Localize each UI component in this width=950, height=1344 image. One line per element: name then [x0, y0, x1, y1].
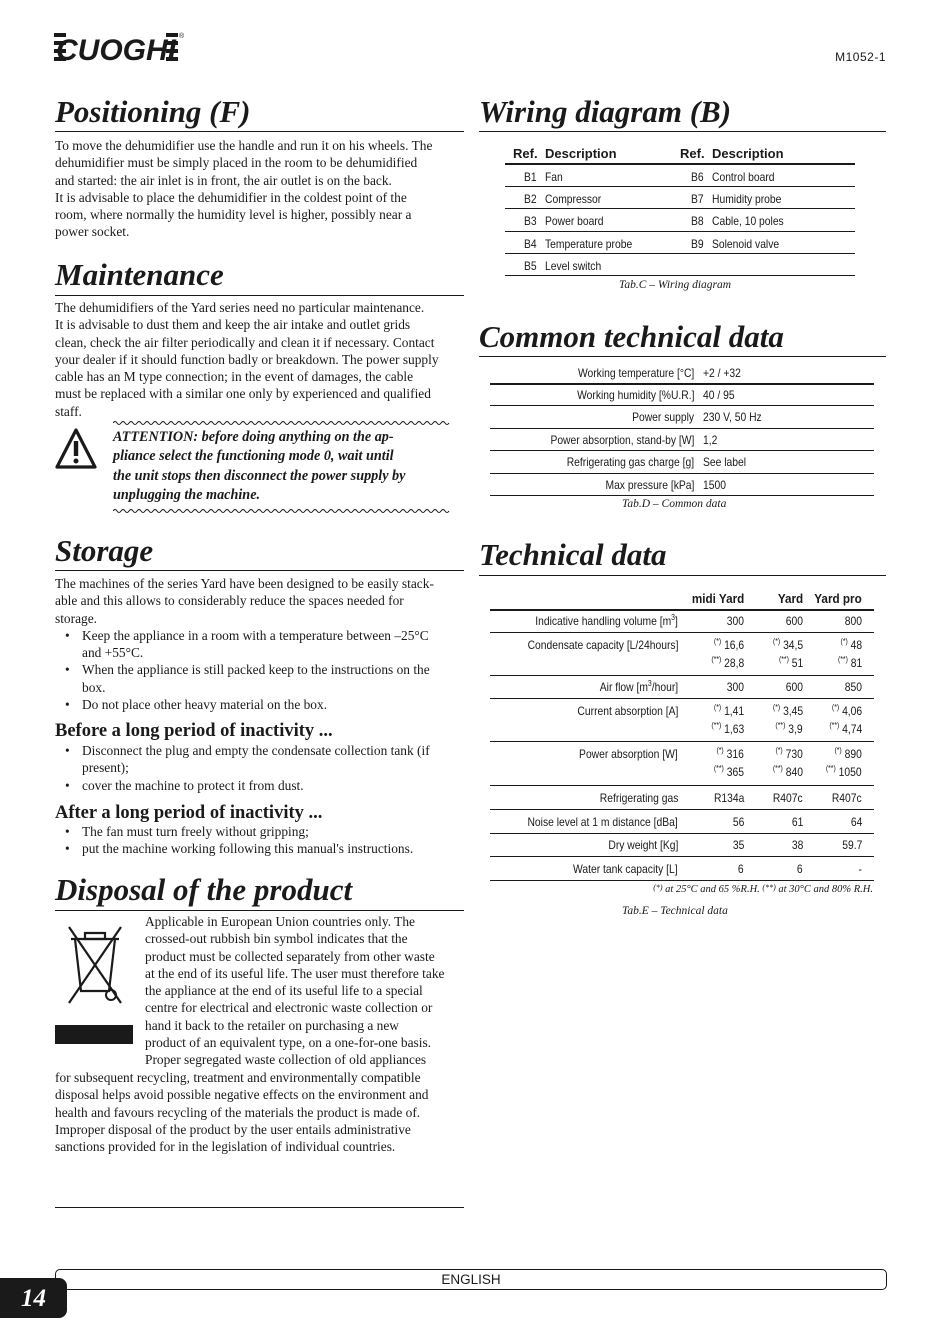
language-bar: ENGLISH [55, 1269, 887, 1290]
technical-data-title: Technical data [479, 537, 667, 572]
wiring-title: Wiring diagram (B) [479, 94, 732, 129]
wiring-ref: B1 [524, 170, 537, 184]
technical-data-table [490, 585, 874, 885]
tech-label: Water tank capacity [L] [573, 862, 678, 876]
maintenance-title: Maintenance [55, 257, 224, 292]
tech-value: (*) 4,06 [831, 703, 862, 718]
col-header-midi-yard: midi Yard [691, 591, 744, 606]
positioning-rule [55, 131, 464, 132]
left-column-end-rule [55, 1207, 464, 1208]
before-inactivity-list [55, 742, 475, 794]
wiring-caption: Tab.C – Wiring diagram [619, 279, 732, 291]
wiring-desc: Humidity probe [712, 192, 782, 206]
attention-top-wave [113, 420, 451, 426]
wiring-desc: Solenoid valve [712, 237, 780, 251]
tech-value: (**) 3,9 [775, 721, 803, 736]
positioning-title: Positioning (F) [55, 94, 251, 129]
wiring-table [505, 143, 855, 293]
wiring-desc: Power board [545, 214, 604, 228]
list-item: • Keep the appliance in a room with a temperature between –25°C and +55°C. [82, 627, 475, 662]
wiring-ref: B3 [524, 214, 537, 228]
tech-label: Indicative handling volume $[m^3]$ [535, 613, 678, 628]
storage-text: The machines of the series Yard have been designed to be easily stack- able and this allows to considerably reduce the spaces needed for storage. • Keep the appliance in a room with a temperature between –25°C and +55°C. • When the appliance is still packed keep to the instructions on the box. • Do not place other heavy material on the box. [55, 575, 475, 713]
tech-label: Power absorption [W] [579, 747, 678, 761]
tech-value: (*) 1,41 [713, 703, 744, 718]
wiring-ref: B5 [524, 259, 537, 273]
warning-icon [55, 428, 97, 470]
col-header-description: Description [712, 146, 784, 161]
common-data-title: Common technical data [479, 319, 784, 354]
tech-label: Condensate capacity [L/24hours] [527, 638, 678, 652]
common-label: Max pressure [kPa] [605, 478, 694, 492]
list-item: • Do not place other heavy material on the box. [82, 696, 475, 713]
tech-value: (*) 890 [834, 746, 862, 761]
list-item: • Disconnect the plug and empty the condensate collection tank (if present); [82, 742, 475, 777]
attention-bottom-wave [113, 508, 451, 514]
tech-value: 61 [791, 815, 803, 829]
page-number: 14 [0, 1278, 67, 1318]
tech-label: Noise level at 1 m distance [dBa] [527, 815, 678, 829]
wiring-desc: Fan [545, 170, 563, 184]
tech-label: Dry weight [Kg] [608, 838, 678, 852]
col-header-description: Description [545, 146, 617, 161]
tech-value: R134a [713, 791, 744, 805]
common-value: 1500 [703, 478, 726, 492]
before-inactivity-heading: Before a long period of inactivity ... [55, 721, 333, 741]
common-data-caption: Tab.D – Common data [622, 498, 727, 510]
tech-value: 6 [738, 862, 744, 876]
common-label: Power supply [632, 410, 694, 424]
wiring-desc: Level switch [545, 259, 602, 273]
common-label: Refrigerating gas charge [g] [566, 455, 694, 469]
wiring-desc: Control board [712, 170, 775, 184]
tech-value: (*) 34,5 [772, 637, 803, 652]
tech-value: - [858, 862, 862, 876]
after-inactivity-heading: After a long period of inactivity ... [55, 803, 323, 823]
tech-value: 6 [797, 862, 803, 876]
maintenance-rule [55, 295, 464, 296]
tech-value: (*) 16,6 [713, 637, 744, 652]
maintenance-text: The dehumidifiers of the Yard series need no particular maintenance. It is advisable to dust them and keep the air intake and outlet grids clean, check the air filter periodically and clean it if necessary. Contact your dealer if it should function badly or breakdown. The power supply cable has an M type connection; in the event of damages, the cable must be replaced with a similar one only by experienced and qualified staff. [55, 300, 439, 419]
tech-value: (*) 3,45 [772, 703, 803, 718]
tech-value: 56 [732, 815, 744, 829]
after-inactivity-list [55, 823, 475, 858]
common-value: 230 V, 50 Hz [703, 410, 762, 424]
tech-value: (**) 1050 [826, 764, 862, 779]
wiring-desc: Compressor [545, 192, 602, 206]
col-header-yard: Yard [777, 591, 803, 606]
tech-value: (**) 365 [713, 764, 744, 779]
disposal-rule [55, 910, 464, 911]
col-header-yard-pro: Yard pro [814, 591, 862, 606]
common-label: Working humidity [%U.R.] [576, 388, 694, 402]
storage-rule [55, 570, 464, 571]
crossed-out-bin-icon [55, 917, 135, 1047]
wiring-rule [479, 131, 886, 132]
storage-title: Storage [55, 533, 154, 568]
tech-label: Air flow $[m^3/hour]$ [599, 679, 678, 694]
document-code: M1052-1 [835, 50, 886, 64]
technical-footnote: (*) at 25°C and 65 %R.H. (**) at 30°C and 80% R.H. [653, 883, 873, 895]
brand-wordmark: CUOGHI [56, 34, 176, 64]
wiring-ref: B8 [691, 214, 704, 228]
tech-value: (**) 4,74 [829, 721, 862, 736]
wiring-ref: B9 [691, 237, 704, 251]
disposal-text-wrapped: Applicable in European Union countries only. The crossed-out rubbish bin symbol indicates that the product must be collected separately from other waste at the end of its useful life. The user must therefore take the appliance at the end of its useful life to a special centre for electrical and electronic waste collection or hand it back to the retailer on purchasing a new product of an equivalent type, on a one-for-one basis. Proper segregated waste collection of old appliances [145, 914, 445, 1068]
tech-value: 64 [850, 815, 862, 829]
common-value: 1,2 [703, 433, 718, 447]
wiring-ref: B4 [524, 237, 537, 251]
tech-value: (*) 48 [840, 637, 862, 652]
list-item: • cover the machine to protect it from dust. [82, 777, 475, 794]
tech-value: 38 [791, 838, 803, 852]
tech-value: 800 [844, 614, 862, 628]
tech-value: (**) 51 [778, 655, 803, 670]
attention-note: ATTENTION: before doing anything on the ap- pliance select the functioning mode 0, wait until the unit stops then disconnect the power supply by unplugging the machine. [113, 429, 406, 503]
tech-value: R407c [773, 791, 803, 805]
svg-text:®: ® [179, 33, 184, 40]
disposal-text-full: for subsequent recycling, treatment and environmentally compatible disposal helps avoid possible negative effects on the environment and health and favours recycling of the materials the product is made of. Improper disposal of the product by the user entails administrative sanctions provided for in the legislation of individual countries. [55, 1070, 429, 1155]
list-item: • The fan must turn freely without gripping; [82, 823, 475, 840]
tech-value: 35 [732, 838, 744, 852]
wiring-ref: B6 [691, 170, 704, 184]
technical-data-caption: Tab.E – Technical data [622, 905, 728, 917]
common-value: See label [703, 455, 747, 469]
tech-label: Current absorption [A] [577, 704, 678, 718]
disposal-title: Disposal of the product [55, 872, 353, 907]
wiring-ref: B2 [524, 192, 537, 206]
cuoghi-logo [54, 30, 184, 64]
positioning-text: To move the dehumidifier use the handle and run it on his wheels. The dehumidifier must be simply placed in the room to be dehumidified and started: the air inlet is in front, the air outlet is on the back. It is advisable to place the dehumidifier in the coldest point of the room, where normally the humidity level is higher, possibly near a power socket. [55, 138, 433, 240]
wiring-ref: B7 [691, 192, 704, 206]
tech-value: (*) 730 [775, 746, 803, 761]
tech-value: (**) 840 [772, 764, 803, 779]
tech-value: R407c [832, 791, 862, 805]
tech-value: 300 [726, 680, 744, 694]
technical-data-rule [479, 575, 886, 576]
col-header-ref: Ref. [680, 146, 705, 161]
tech-value: (*) 316 [716, 746, 744, 761]
tech-value: (**) 28,8 [711, 655, 744, 670]
tech-value: (**) 1,63 [711, 721, 744, 736]
tech-value: 300 [726, 614, 744, 628]
common-value: 40 / 95 [703, 388, 735, 402]
tech-label: Refrigerating gas [599, 791, 678, 805]
common-label: Working temperature [°C] [577, 366, 694, 380]
tech-value: (**) 81 [837, 655, 862, 670]
tech-value: 600 [785, 614, 803, 628]
tech-value: 600 [785, 680, 803, 694]
list-item: • put the machine working following this manual's instructions. [82, 840, 475, 857]
common-data-rule [479, 356, 886, 357]
common-data-table [490, 362, 874, 502]
list-item: • When the appliance is still packed keep to the instructions on the box. [82, 661, 475, 696]
common-label: Power absorption, stand-by [W] [550, 433, 694, 447]
common-value: +2 / +32 [703, 366, 741, 380]
wiring-desc: Cable, 10 poles [712, 214, 784, 228]
tech-value: 850 [844, 680, 862, 694]
wiring-desc: Temperature probe [545, 237, 633, 251]
tech-value: 59.7 [841, 838, 862, 852]
col-header-ref: Ref. [513, 146, 538, 161]
